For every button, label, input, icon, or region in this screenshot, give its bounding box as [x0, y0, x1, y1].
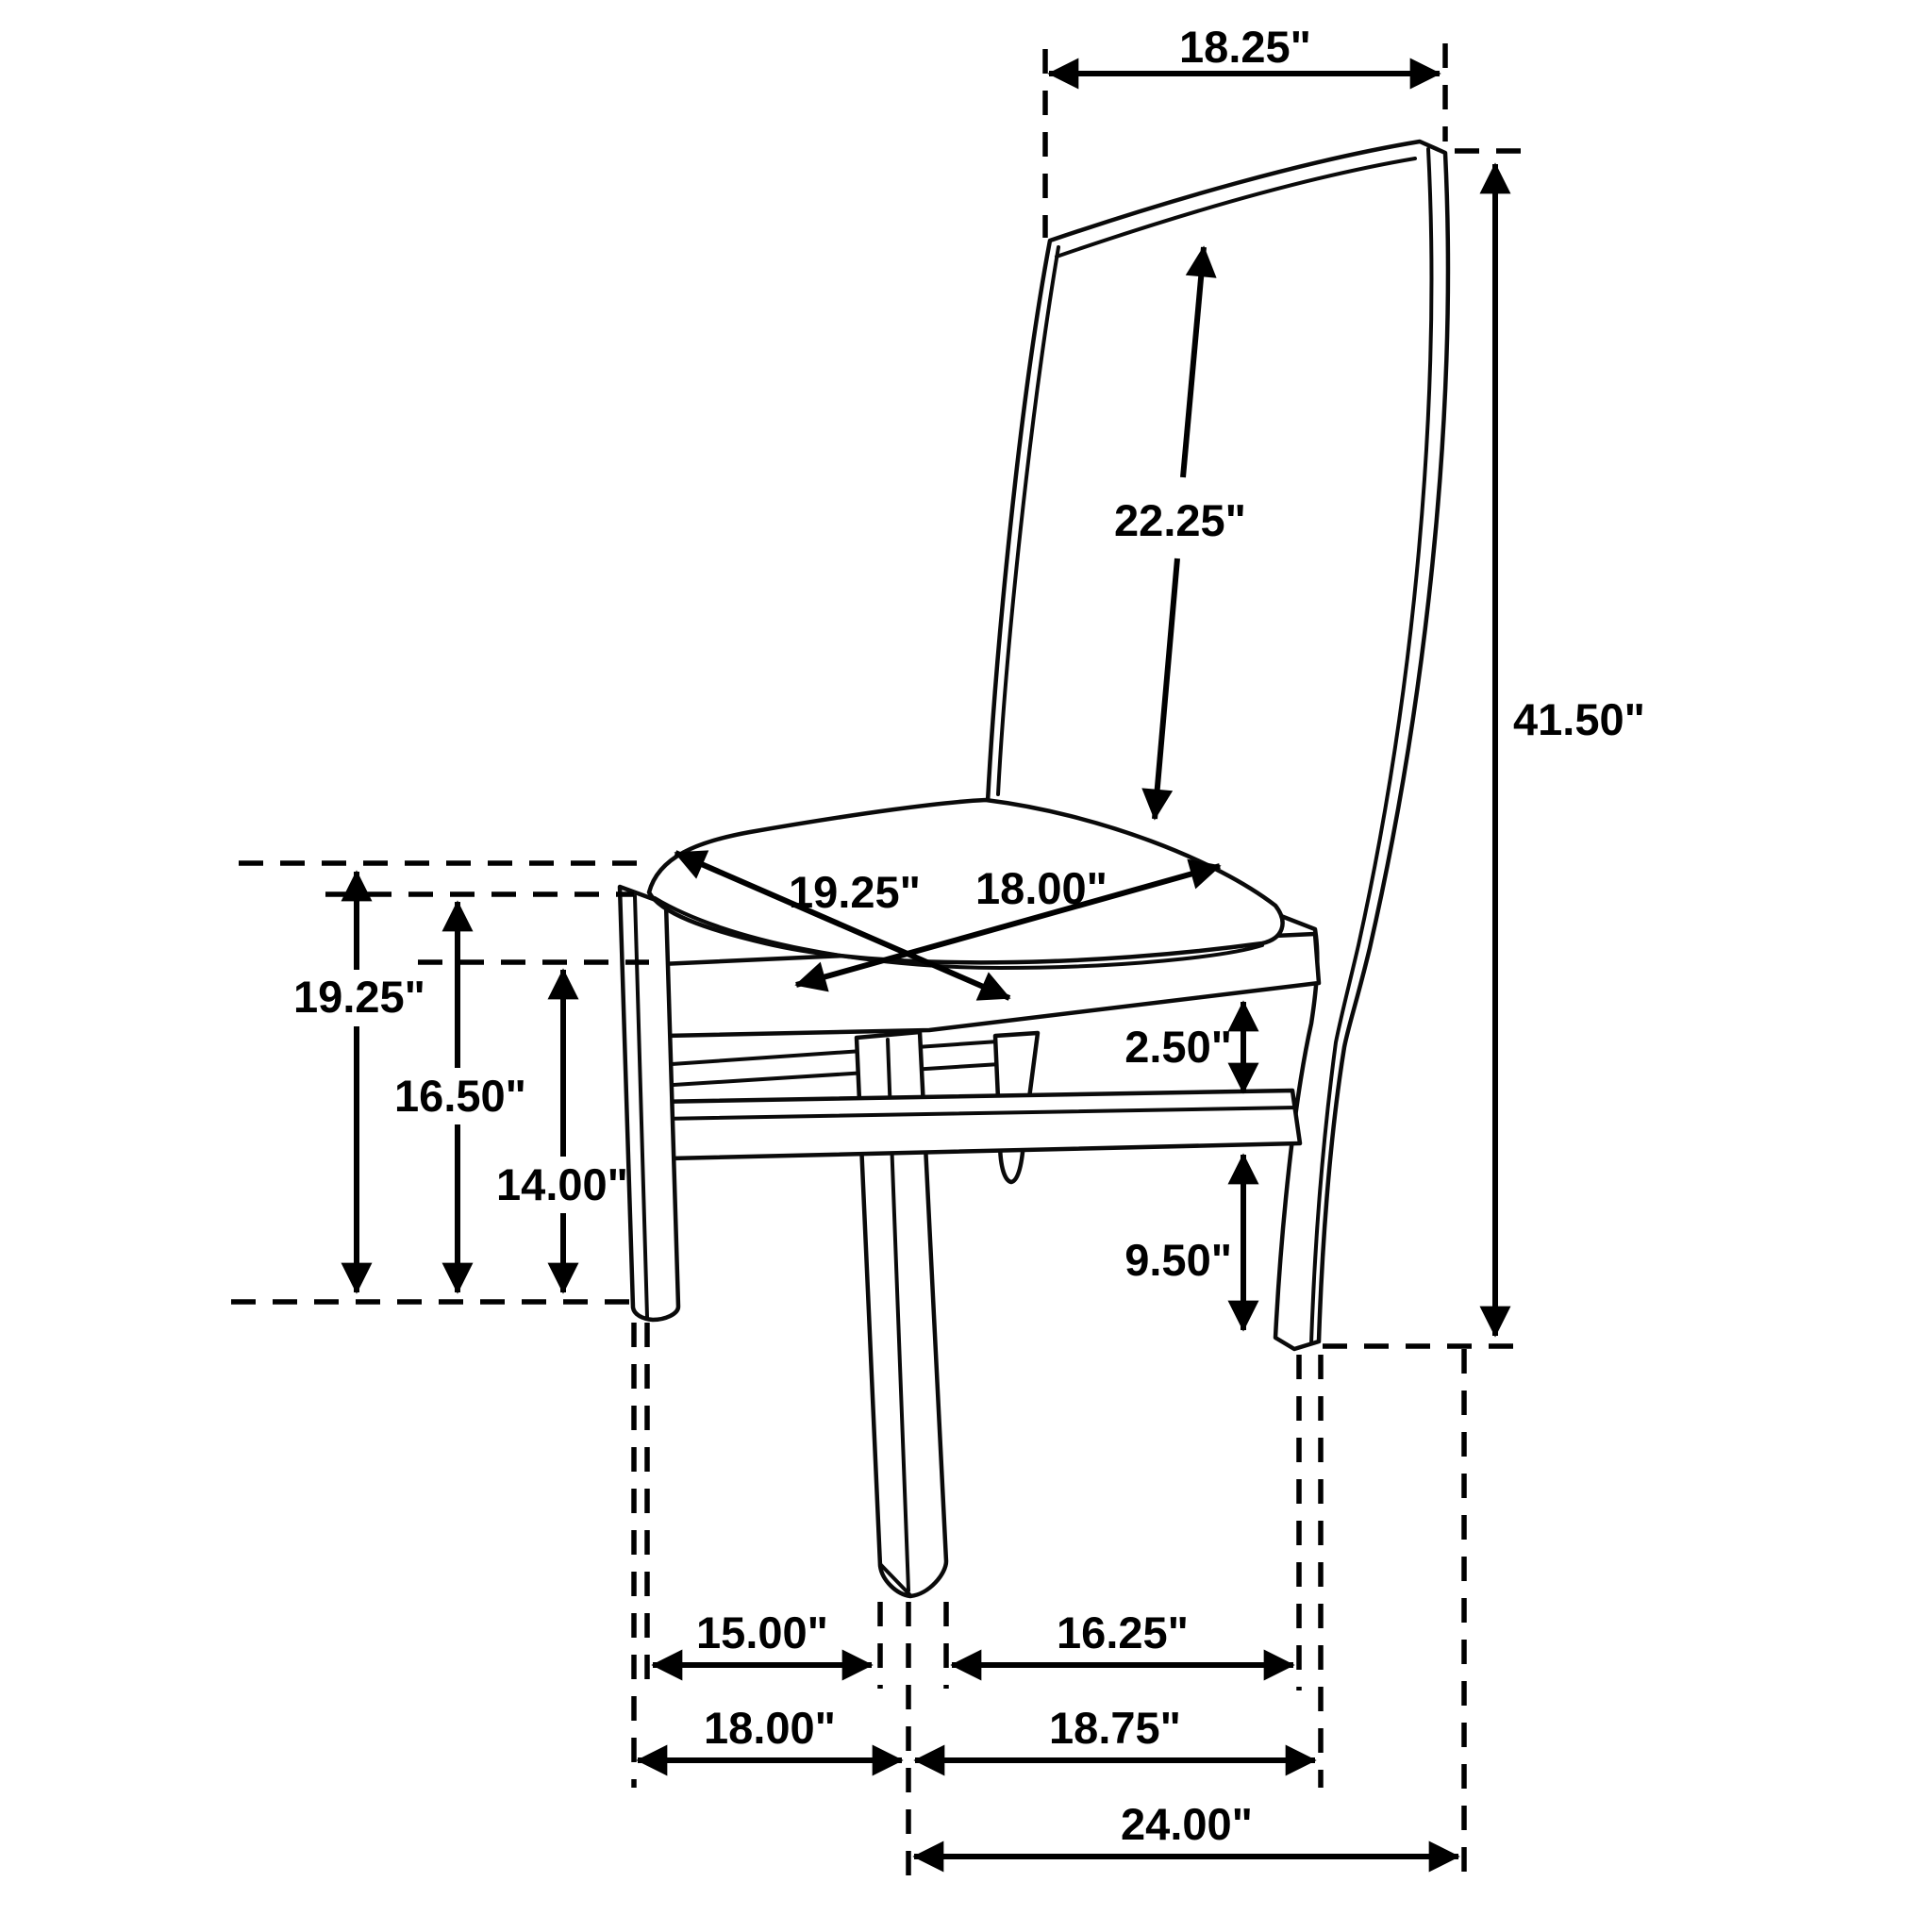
dimension-front-leg-spacing	[653, 1607, 872, 1665]
dim-label-depth-front-half: 18.00"	[704, 1703, 836, 1753]
dim-label-seat-height: 19.25"	[293, 972, 425, 1022]
dim-label-apron-to-stretcher: 2.50"	[1124, 1022, 1232, 1072]
chair-side-stretcher	[655, 1091, 1300, 1158]
dim-label-seat-frame-height: 16.50"	[394, 1071, 526, 1121]
dimension-apron-to-stretcher	[1124, 1002, 1243, 1092]
dim-label-stretcher-top-height: 14.00"	[496, 1159, 628, 1209]
dimension-depth-rear-half	[915, 1703, 1315, 1760]
dim-label-overall-height: 41.50"	[1513, 694, 1645, 744]
dimension-back-width-top	[1049, 22, 1440, 74]
dimension-overall-depth	[914, 1799, 1458, 1857]
dimension-stretcher-to-floor	[1124, 1155, 1243, 1330]
dimension-overall-height	[1495, 164, 1645, 1336]
dim-label-overall-depth: 24.00"	[1121, 1799, 1253, 1849]
chair-backrest-and-rear-leg	[988, 142, 1448, 1349]
far-apron-bottom-line	[674, 1064, 1000, 1085]
dimension-depth-front-half	[638, 1703, 902, 1760]
dim-label-seat-depth: 19.25"	[789, 867, 921, 917]
dimension-rear-leg-spacing	[952, 1607, 1293, 1665]
dim-label-backrest-height: 22.25"	[1114, 495, 1246, 545]
chair-front-leg	[620, 887, 678, 1320]
far-apron-top-line	[672, 1041, 998, 1064]
dim-label-front-leg-spacing: 15.00"	[696, 1607, 828, 1657]
dim-label-depth-rear-half: 18.75"	[1049, 1703, 1181, 1753]
dimension-stretcher-top-height	[496, 970, 628, 1292]
dim-label-seat-width: 18.00"	[975, 863, 1108, 913]
dim-label-back-width-top: 18.25"	[1179, 22, 1311, 72]
dim-label-rear-leg-spacing: 16.25"	[1057, 1607, 1189, 1657]
dim-label-stretcher-to-floor: 9.50"	[1124, 1235, 1232, 1285]
